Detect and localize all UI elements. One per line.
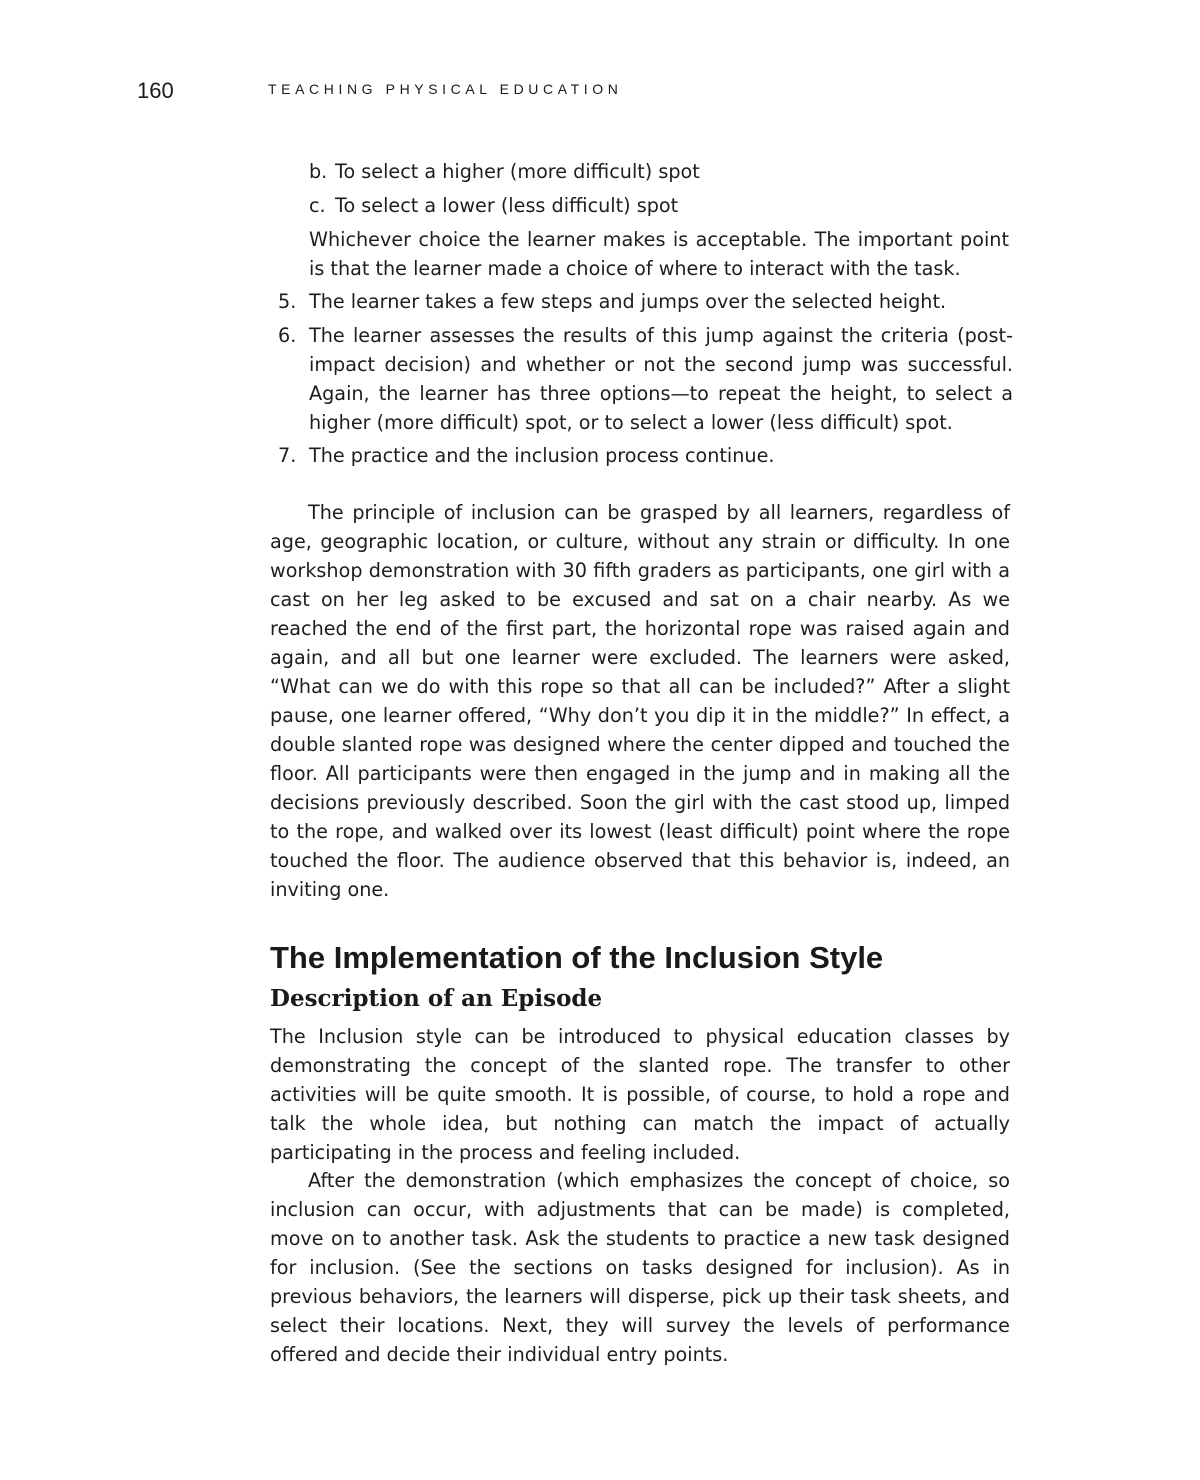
page-number: 160 (137, 78, 174, 103)
list-marker: b. (309, 160, 328, 183)
list-marker: c. (309, 194, 326, 217)
subsection-heading: Description of an Episode (270, 985, 603, 1012)
list-item-text: To select a higher (more difficult) spot (335, 160, 700, 183)
body-paragraph: The principle of inclusion can be grasped by all learners, regardless of age, geographic location, or culture, without any strain or difficulty. In one workshop demonstration with 30 fifth graders as participants, one girl with a cast on her leg asked to be excused and sat on a chair nearby. As we reached the end of the first part, the horizontal rope was raised again and again, and all but one learner were excluded. The learners were asked, “What can we do with this rope so that all can be included?” After a slight pause, one learner offered, “Why don’t you dip it in the middle?” In effect, a double slanted rope was designed where the center dipped and touched the floor. All participants were then engaged in the jump and in making all the decisions previously described. Soon the girl with the cast stood up, limped to the rope, and walked over its lowest (least difficult) point where the rope touched the floor. The audience observed that this behavior is, indeed, an inviting one. (270, 501, 1010, 901)
body-paragraph: After the demonstration (which emphasizes the concept of choice, so inclusion can occur, with adjustments that can be made) is completed, move on to another task. Ask the students to practice a new task designed for inclusion. (See the sections on tasks designed for inclusion). As in previous behaviors, the learners will disperse, pick up their task sheets, and select their locations. Next, they will survey the levels of performance offered and decide their individual entry points. (270, 1169, 1010, 1366)
list-marker: 6. (278, 324, 297, 347)
note-paragraph: Whichever choice the learner makes is acceptable. The important point is that the learner made a choice of where to interact with the task. (309, 228, 1009, 280)
list-item (278, 287, 1013, 316)
list-item-text: The practice and the inclusion process continue. (309, 444, 775, 467)
section-heading: The Implementation of the Inclusion Style (270, 940, 884, 975)
list-item (278, 321, 1013, 437)
list-marker: 5. (278, 290, 297, 313)
list-item (309, 157, 1009, 186)
running-head: TEACHING PHYSICAL EDUCATION (268, 81, 623, 97)
list-marker: 7. (278, 444, 297, 467)
list-item-text: The learner assesses the results of this jump against the criteria (post-impact decision) and whether or not the second jump was successful. Again, the learner has three options—to repeat the height, to select a higher (more difficult) spot, or to select a lower (less difficult) spot. (309, 324, 1013, 434)
list-item-text: To select a lower (less difficult) spot (335, 194, 679, 217)
body-paragraph: The Inclusion style can be introduced to physical education classes by demonstrating the concept of the slanted rope. The transfer to other activities will be quite smooth. It is possible, of course, to hold a rope and talk the whole idea, but nothing can match the impact of actually participating in the process and feeling included. (270, 1025, 1010, 1164)
list-item (278, 441, 1013, 470)
list-item (309, 191, 1009, 220)
list-item-text: The learner takes a few steps and jumps over the selected height. (309, 290, 947, 313)
